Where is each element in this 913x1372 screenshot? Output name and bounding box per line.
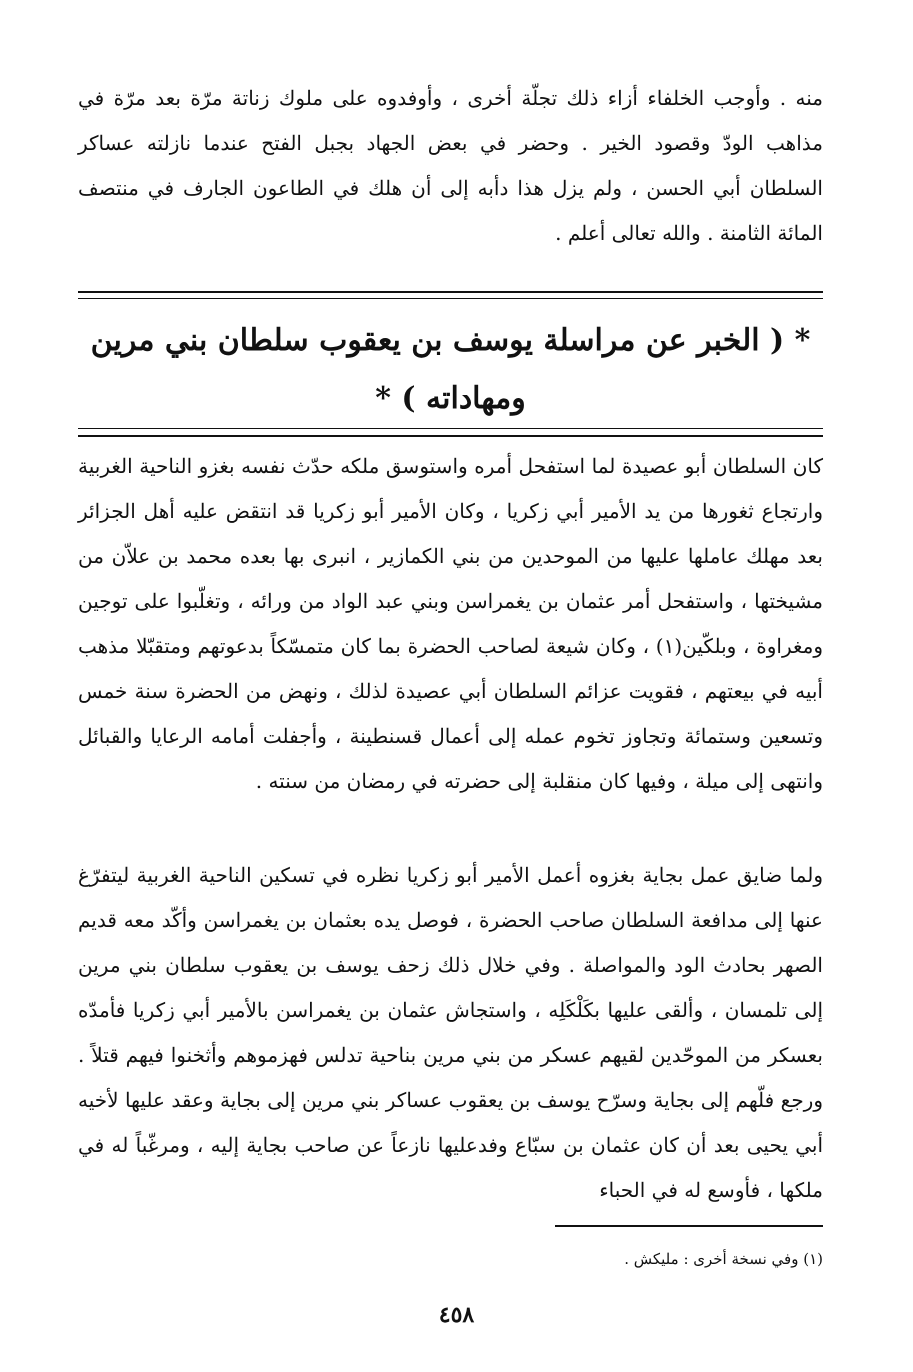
heading-bottom-rule-thick — [78, 435, 823, 437]
section-heading: * ( الخبر عن مراسلة يوسف بن يعقوب سلطان بني مرين ومهاداته ) * — [90, 323, 811, 416]
body-paragraph-2: ولما ضايق عمل بجاية بغزوه أعمل الأمير أبو زكريا نظره في تسكين الناحية الغربية ليتفرّغ عنها إلى مدافعة السلطان صاحب الحضرة ، فوصل يده بعثمان بن يغمراسن وأكّد معه قديم الصهر بحادث الود والمواصلة . وفي خلال ذلك زحف يوسف بن يعقوب سلطان بني مرين إلى تلمسان ، وألقى عليها بكَلْكَلِه ، واستجاش عثمان بن يغمراسن بالأمير أبي زكريا فأمدّه بعسكر من الموحّدين لقيهم عسكر من بني مرين بناحية تدلس فهزموهم وأثخنوا فيهم قتلاً . ورجع فلّهم إلى بجاية وسرّح يوسف بن يعقوب عساكر بني مرين إلى بجاية وعقد عليها لأخيه أبي يحيى بعد أن كان عثمان بن سبّاع وفدعليها نازعاً عن صاحب بجاية إليه ، ومرغّباً له في ملكها ، فأوسع له في الحباء — [78, 863, 823, 1202]
body-paragraph-1: كان السلطان أبو عصيدة لما استفحل أمره واستوسق ملكه حدّث نفسه بغزو الناحية الغربية وارتجاع ثغورها من يد الأمير أبي زكريا ، وكان الأمير أبو زكريا قد انتقض عليه أهل الجزائر بعد مهلك عاملها عليها من الموحدين من بني الكمازير ، انبرى بها بعده محمد بن علاّن من مشيختها ، واستفحل أمر عثمان بن يغمراسن وبني عبد الواد من ورائه ، وتغلّبوا على توجين ومغراوة ، وبلكّين(١) ، وكان شيعة لصاحب الحضرة بما كان متمسّكاً بدعوتهم ومتقبّلا مذهب أبيه في بيعتهم ، فقويت عزائم السلطان أبي عصيدة لذلك ، ونهض من الحضرة سنة خمس وتسعين وستمائة وتجاوز تخوم عمله إلى أعمال قسنطينة ، وأجفلت أمامه الرعايا والقبائل وانتهى إلى ميلة ، وفيها كان منقلبة إلى حضرته في رمضان من سنته . — [78, 454, 823, 793]
heading-top-rule-thick — [78, 291, 823, 293]
heading-bottom-rule-thin — [78, 428, 823, 429]
footnote-rule — [555, 1225, 823, 1227]
heading-top-rule-thin — [78, 298, 823, 299]
page-number: ٤٥٨ — [438, 1302, 475, 1328]
footnote: (١) وفي نسخة أخرى : مليكش . — [624, 1250, 823, 1268]
intro-paragraph: منه . وأوجب الخلفاء أزاء ذلك تجلّة أخرى ، وأوفدوه على ملوك زناتة مرّة بعد مرّة في مذاهب الودّ وقصود الخير . وحضر في بعض الجهاد بجبل الفتح عندما نازلته عساكر السلطان أبي الحسن ، ولم يزل هذا دأبه إلى أن هلك في الطاعون الجارف في منتصف المائة الثامنة . والله تعالى أعلم . — [78, 86, 823, 245]
